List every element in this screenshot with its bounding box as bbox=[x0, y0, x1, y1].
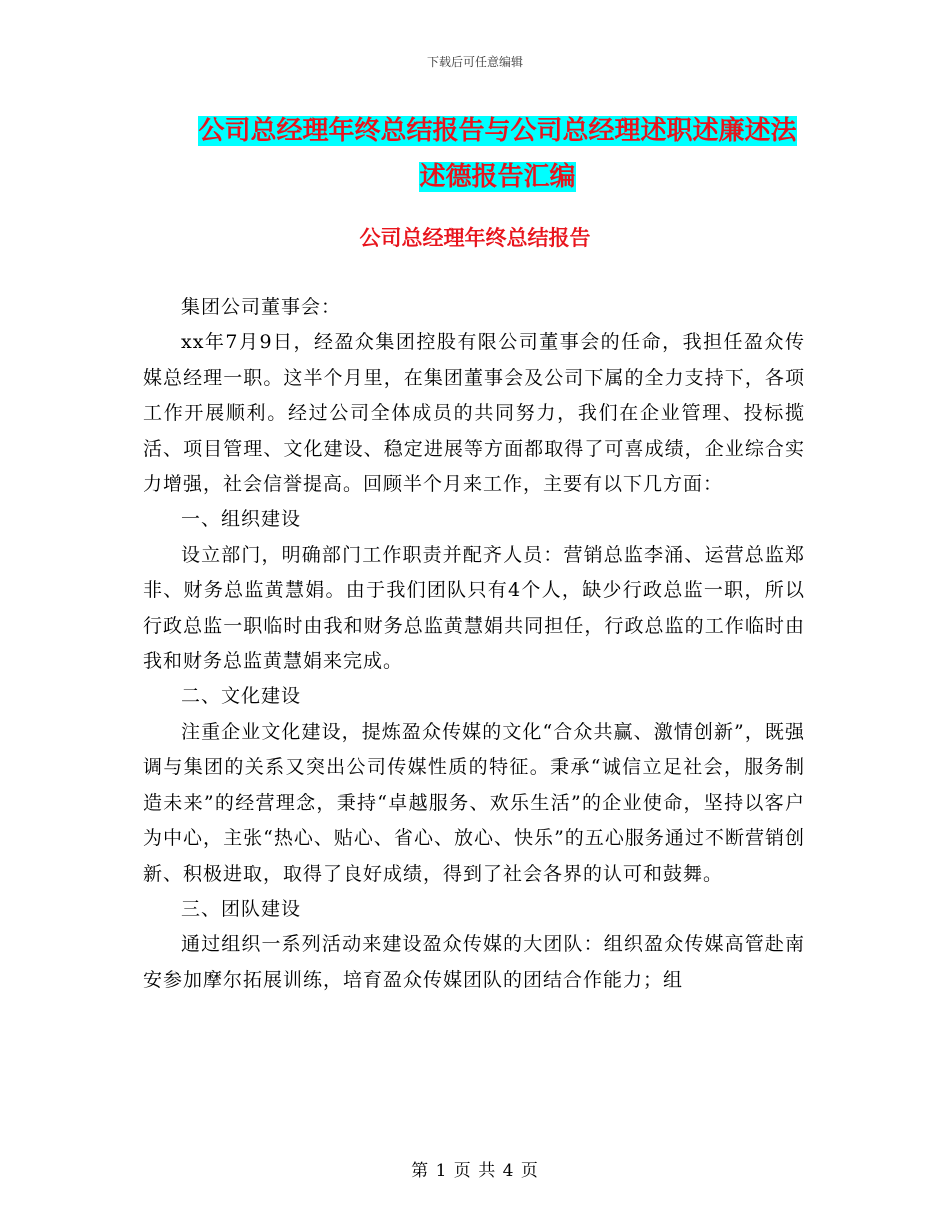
salutation: 集团公司董事会： bbox=[181, 296, 342, 318]
document-title-text: 公司总经理年终总结报告与公司总经理述职述廉述法述德报告汇编 bbox=[198, 116, 797, 192]
heading-team: 三、团队建设 bbox=[181, 897, 302, 920]
page-footer: 第 1 页 共 4 页 bbox=[411, 1161, 539, 1181]
header-note: 下载后可任意编辑 bbox=[426, 55, 523, 69]
paragraph-team: 通过组织一系列活动来建设盈众传媒的大团队：组织盈众传媒高管赴南安参加摩尔拓展训练，培育盈众传媒团队的团结合作能力；组 bbox=[143, 933, 805, 991]
section-title: 公司总经理年终总结报告 bbox=[359, 225, 591, 250]
paragraph-organization: 设立部门，明确部门工作职责并配齐人员：营销总监李涌、运营总监郑非、财务总监黄慧娟。由于我们团队只有4个人，缺少行政总监一职，所以行政总监一职临时由我和财务总监黄慧娟共同担任，行政总监的工作临时由我和财务总监黄慧娟来完成。 bbox=[143, 543, 805, 673]
paragraph-intro: xx年7月9日，经盈众集团控股有限公司董事会的任命，我担任盈众传媒总经理一职。这半个月里，在集团董事会及公司下属的全力支持下，各项工作开展顺利。经过公司全体成员的共同努力，我们在企业管理、投标揽活、项目管理、文化建设、稳定进展等方面都取得了可喜成绩，企业综合实力增强，社会信誉提高。回顾半个月来工作，主要有以下几方面： bbox=[143, 331, 805, 496]
paragraph-culture: 注重企业文化建设，提炼盈众传媒的文化“合众共赢、激情创新”，既强调与集团的关系又突出公司传媒性质的特征。秉承“诚信立足社会，服务制造未来”的经营理念，秉持“卓越服务、欢乐生活”的企业使命，坚持以客户为中心，主张“热心、贴心、省心、放心、快乐”的五心服务通过不断营销创新、积极进取，取得了良好成绩，得到了社会各界的认可和鼓舞。 bbox=[143, 720, 805, 885]
heading-culture: 二、文化建设 bbox=[181, 685, 302, 708]
heading-organization: 一、组织建设 bbox=[181, 508, 302, 531]
document-body bbox=[143, 290, 805, 998]
document-title bbox=[190, 108, 805, 200]
